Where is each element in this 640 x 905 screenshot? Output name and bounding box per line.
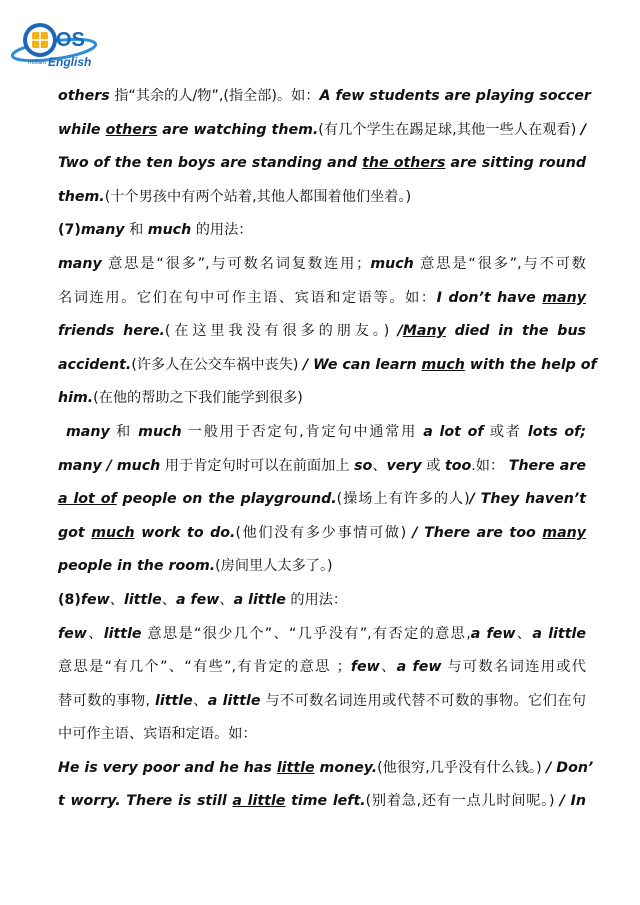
text-line <box>58 181 586 215</box>
text-segment: 意思是“有几个”、“有些”,有肯定的意思 ； <box>58 659 351 676</box>
text-segment: him. <box>58 390 94 407</box>
text-segment: (8) <box>58 591 81 608</box>
text-segment: a little <box>532 625 586 642</box>
logo-graphic <box>10 12 102 76</box>
text-segment: 、 <box>515 625 533 642</box>
text-segment: few <box>80 591 110 608</box>
text-segment: while <box>58 121 106 138</box>
text-segment: many <box>80 222 125 239</box>
text-segment: (在他的帮助之下我们能学到很多) <box>93 390 303 407</box>
text-segment: a few <box>470 625 516 642</box>
logo-brand: English <box>48 55 92 69</box>
text-line <box>58 785 586 819</box>
text-segment: little <box>103 625 142 642</box>
text-segment: 指“其余的人/物”,(指全部)。如： <box>109 88 320 104</box>
text-line <box>58 282 586 316</box>
text-segment: accident. <box>58 356 132 373</box>
text-segment: / Don’ <box>546 759 594 776</box>
text-segment: 一般用于否定句,肯定句中通常用 <box>181 423 424 440</box>
text-segment: little <box>123 591 162 608</box>
text-line <box>58 147 586 181</box>
text-segment: too <box>444 457 472 474</box>
text-segment: died in the bus <box>445 323 586 340</box>
text-segment: many <box>66 423 110 440</box>
text-segment: people on the playground. <box>116 491 337 508</box>
text-segment: money. <box>314 759 378 776</box>
text-segment: others <box>105 121 158 138</box>
text-line <box>58 214 586 248</box>
text-segment: people in the room. <box>58 558 216 575</box>
text-segment: 或 <box>421 457 445 474</box>
text-segment: 、 <box>161 591 176 608</box>
text-segment: / They haven’t <box>469 491 586 508</box>
text-segment: a little <box>233 591 286 608</box>
text-line <box>58 618 586 652</box>
text-line <box>58 349 597 383</box>
text-segment: time left. <box>285 793 366 810</box>
text-line <box>58 685 586 719</box>
text-segment: 、 <box>86 625 104 642</box>
text-segment: very <box>386 457 422 474</box>
text-segment: 、 <box>192 692 208 709</box>
text-segment: (7) <box>58 222 81 239</box>
text-segment: the others <box>362 155 446 172</box>
text-line <box>58 416 586 450</box>
text-segment: little <box>154 692 193 709</box>
text-segment: much <box>91 524 135 541</box>
text-segment: (他很穷,几乎没有什么钱。) <box>377 759 547 776</box>
text-segment: 替可数的事物, <box>58 692 155 709</box>
text-segment: 和 <box>124 222 148 239</box>
text-line <box>58 517 586 551</box>
text-line <box>58 315 586 349</box>
text-segment: 与可数名词连用或代 <box>441 659 586 676</box>
text-segment: 和 <box>109 423 139 440</box>
text-segment: much <box>370 255 414 272</box>
text-segment: / In <box>559 793 586 810</box>
text-segment: He is very poor and he has <box>58 759 277 776</box>
text-segment: 的用法： <box>191 222 253 239</box>
logo-badge: OS <box>56 29 85 51</box>
text-segment: others <box>58 88 110 104</box>
text-segment: much <box>147 222 192 239</box>
text-segment: got <box>58 524 92 541</box>
text-segment: 的用法： <box>285 591 348 608</box>
text-line <box>58 80 591 114</box>
text-segment: with the help of <box>464 356 597 373</box>
text-segment: 、 <box>219 591 234 608</box>
text-segment: 、 <box>372 457 387 474</box>
text-line <box>58 450 586 484</box>
text-segment: / <box>397 323 403 340</box>
text-segment: 或者 <box>483 423 528 440</box>
text-segment: (十个男孩中有两个站着,其他人都围着他们坐着。) <box>104 188 412 205</box>
text-segment: lots of; <box>527 423 586 440</box>
text-segment: 、 <box>109 591 124 608</box>
text-segment: much <box>421 356 465 373</box>
text-segment: so <box>354 457 373 474</box>
text-segment: few <box>350 659 380 676</box>
text-segment: work to do. <box>134 524 236 541</box>
text-segment: a few <box>396 659 442 676</box>
text-segment: 、 <box>379 659 397 676</box>
text-segment: (在这里我没有很多的朋友。) <box>164 323 398 340</box>
text-segment: many / much <box>58 457 161 474</box>
text-segment: (有几个学生在踢足球,其他一些人在观看) <box>318 121 581 138</box>
text-segment: t worry. There is still <box>58 793 233 810</box>
text-segment: 意思是“很多”,与可数名词复数连用； <box>101 255 371 272</box>
text-segment: many <box>542 524 586 541</box>
text-segment: 用于肯定句时可以在前面加上 <box>160 457 355 474</box>
logo-small-text: Instant <box>28 60 47 66</box>
text-segment: them. <box>58 188 105 205</box>
text-segment: Many <box>402 323 446 340</box>
text-segment: are watching them. <box>157 121 319 138</box>
text-segment: (许多人在公交车祸中丧失) <box>131 356 303 373</box>
text-line <box>58 584 586 618</box>
text-segment: a lot of <box>58 491 117 508</box>
text-segment: Two of the ten boys are standing and <box>58 155 363 172</box>
text-segment: There are <box>508 457 586 474</box>
text-segment: 意思是“很多”,与不可数 <box>413 255 586 272</box>
text-line <box>58 114 586 148</box>
text-segment: friends here. <box>58 323 165 340</box>
text-segment: are sitting round <box>445 155 587 172</box>
text-line <box>58 382 586 416</box>
text-segment: many <box>542 289 586 306</box>
text-segment: 与不可数名词连用或代替不可数的事物。它们在句 <box>260 692 586 709</box>
text-segment: a little <box>207 692 261 709</box>
text-line <box>58 752 594 786</box>
text-segment: I don’t have <box>436 289 543 306</box>
text-segment: 名词连用。它们在句中可作主语、宾语和定语等。如： <box>58 289 437 306</box>
text-line <box>58 248 586 282</box>
text-segment: a lot of <box>423 423 484 440</box>
text-line <box>58 651 586 685</box>
text-segment: a little <box>232 793 286 810</box>
text-segment: a few <box>175 591 220 608</box>
text-segment: / <box>580 121 587 138</box>
text-segment: (房间里人太多了。) <box>215 558 333 575</box>
text-segment: (他们没有多少事情可做) <box>235 524 413 541</box>
text-segment: A few students are playing soccer <box>319 88 591 104</box>
text-segment: many <box>58 255 102 272</box>
text-line <box>58 483 586 517</box>
text-line <box>58 718 586 752</box>
text-segment: few <box>58 625 87 642</box>
text-segment: little <box>276 759 315 776</box>
logo <box>10 12 102 76</box>
text-segment: 中可作主语、宾语和定语。如： <box>58 726 257 743</box>
text-segment: / There are too <box>412 524 543 541</box>
text-segment: 意思是“很少几个”、“几乎没有”,有否定的意思, <box>141 625 471 642</box>
text-segment: (别着急,还有一点儿时间呢。) <box>365 793 560 810</box>
text-segment: .如： <box>471 457 509 474</box>
text-segment: / We can learn <box>302 356 422 373</box>
text-segment: much <box>138 423 182 440</box>
document-body <box>58 80 597 819</box>
text-segment: (操场上有许多的人) <box>336 491 470 508</box>
text-line <box>58 550 586 584</box>
